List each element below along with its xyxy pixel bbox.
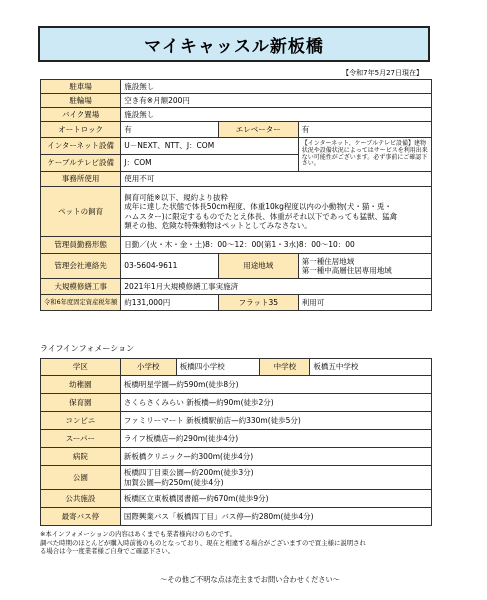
elevator-label: エレベーター bbox=[218, 122, 298, 138]
table-row bbox=[41, 237, 432, 254]
table-row bbox=[41, 172, 432, 187]
closing-note: ～その他ご不明な点は売主までお問い合わせください～ bbox=[160, 575, 340, 584]
park-label: 公園 bbox=[41, 466, 121, 490]
zoning-line: 第一種住居地域 bbox=[301, 256, 355, 266]
flat35-value: 利用可 bbox=[298, 295, 431, 311]
as-of-date: 【令和7年5月27日現在】 bbox=[342, 69, 423, 77]
property-info-table bbox=[40, 79, 432, 311]
table-row bbox=[41, 490, 432, 508]
table-row bbox=[41, 430, 432, 448]
nursery-value: さくらさくみらい 新板橋—約90m(徒歩2分) bbox=[120, 394, 431, 412]
kindergarten-value: 板橋明星学園—約590m(徒歩8分) bbox=[120, 376, 431, 394]
office-label: 事務所使用 bbox=[41, 172, 121, 187]
zoning-line: 第一種中高層住居専用地域 bbox=[301, 266, 392, 275]
internet-value: U－NEXT、NTT、J：COM bbox=[121, 138, 298, 155]
convenience-label: コンビニ bbox=[41, 412, 121, 430]
internet-label: インターネット設備 bbox=[41, 138, 121, 155]
footnote-line: る場合は今一度業者様ご自身でご確認下さい。 bbox=[40, 547, 175, 556]
hospital-value: 新板橋クリニック—約300m(徒歩4分) bbox=[120, 448, 431, 466]
repair-label: 大規模修繕工事 bbox=[41, 279, 121, 295]
elementary-label: 小学校 bbox=[120, 359, 176, 376]
bicycle-value: 空き有※月額200円 bbox=[121, 94, 432, 108]
table-row bbox=[41, 138, 432, 155]
tax-value: 約131,000円 bbox=[121, 295, 219, 311]
footnote-line: 調べた時期のほとんどが購入時前後のものとなっており、現在と相違する場合がございますので買主様に説明され bbox=[40, 538, 366, 547]
table-row bbox=[41, 187, 432, 237]
flat35-label: フラット35 bbox=[218, 295, 298, 311]
park-line: 板橋四丁目東公園—約200m(徒歩3分) bbox=[123, 468, 254, 478]
table-row bbox=[41, 376, 432, 394]
internet-note: 【インターネット、ケーブルテレビ設備】建物状況や設備状況によってはサービスを利用出来ない可能性がございます。必ず事前にご確認下さい。 bbox=[298, 138, 431, 172]
table-row bbox=[41, 254, 432, 279]
pets-line: ハムスター)に限定するものでたとえ体長、体重がそれ以下であっても猛獣、猛禽 bbox=[124, 211, 398, 221]
park-value bbox=[120, 466, 431, 490]
parking-label: 駐車場 bbox=[41, 80, 121, 94]
page-title: マイキャッスル新板橋 bbox=[38, 26, 430, 62]
table-row bbox=[41, 94, 432, 108]
school-label: 学区 bbox=[41, 359, 121, 376]
zoning-label: 用途地域 bbox=[218, 254, 298, 279]
table-row bbox=[41, 108, 432, 122]
pets-line: 飼育可能※以下、規約より抜粋 bbox=[124, 192, 229, 202]
supermarket-label: スーパー bbox=[41, 430, 121, 448]
table-row bbox=[41, 122, 432, 138]
manager-value: 日勤／(火・木・金・土)8：00～12：00(第1・3水)8：00～10：00 bbox=[121, 237, 432, 254]
pets-line: 成年に達した状態で体長50cm程度、体重10kg程度以内の小動物(犬・猫・兎・ bbox=[124, 202, 392, 212]
life-info-table bbox=[40, 358, 432, 526]
parking-value: 施設無し bbox=[121, 80, 432, 94]
bicycle-label: 駐輪場 bbox=[41, 94, 121, 108]
cable-label: ケーブルテレビ設備 bbox=[41, 155, 121, 172]
nursery-label: 保育園 bbox=[41, 394, 121, 412]
table-row bbox=[41, 412, 432, 430]
table-row bbox=[41, 394, 432, 412]
manager-label: 管理員勤務形態 bbox=[41, 237, 121, 254]
supermarket-value: ライフ板橋店—約290m(徒歩4分) bbox=[120, 430, 431, 448]
hospital-label: 病院 bbox=[41, 448, 121, 466]
office-value: 使用不可 bbox=[121, 172, 432, 187]
bike-value: 施設無し bbox=[121, 108, 432, 122]
pets-label: ペットの飼育 bbox=[41, 187, 121, 237]
public-facility-label: 公共施設 bbox=[41, 490, 121, 508]
public-facility-value: 板橋区立東板橋図書館—約670m(徒歩9分) bbox=[120, 490, 431, 508]
tax-label: 令和6年度固定資産税年額 bbox=[41, 295, 121, 311]
repair-value: 2021年1月大規模修繕工事実施済 bbox=[121, 279, 432, 295]
table-row bbox=[41, 448, 432, 466]
table-row bbox=[41, 279, 432, 295]
table-row bbox=[41, 295, 432, 311]
junior-high-value: 板橋五中学校 bbox=[310, 359, 432, 376]
zoning-value bbox=[298, 254, 431, 279]
company-value: 03-5604-9611 bbox=[121, 254, 219, 279]
bus-stop-label: 最寄バス停 bbox=[41, 508, 121, 526]
elevator-value: 有 bbox=[298, 122, 431, 138]
autolock-label: オートロック bbox=[41, 122, 121, 138]
junior-high-label: 中学校 bbox=[260, 359, 310, 376]
cable-value: J：COM bbox=[121, 155, 298, 172]
elementary-value: 板橋四小学校 bbox=[176, 359, 260, 376]
autolock-value: 有 bbox=[121, 122, 219, 138]
kindergarten-label: 幼稚園 bbox=[41, 376, 121, 394]
park-line: 加賀公園—約250m(徒歩4分) bbox=[123, 477, 224, 487]
footnote-line: ※本インフォメーションの内容はあくまでも業者様向けのものです。 bbox=[40, 530, 236, 538]
life-info-heading: ライフインフォメーション bbox=[40, 344, 135, 353]
table-row bbox=[41, 466, 432, 490]
table-row bbox=[41, 80, 432, 94]
company-label: 管理会社連絡先 bbox=[41, 254, 121, 279]
footnote bbox=[40, 530, 450, 556]
convenience-value: ファミリーマート 新板橋駅前店—約330m(徒歩5分) bbox=[120, 412, 431, 430]
pets-line: 類その他、危険な特殊動物はペットとしてみなさない。 bbox=[124, 220, 312, 230]
pets-value bbox=[121, 187, 432, 237]
table-row bbox=[41, 508, 432, 526]
table-row bbox=[41, 359, 432, 376]
bus-stop-value: 国際興業バス「板橋四丁目」バス停—約280m(徒歩4分) bbox=[120, 508, 431, 526]
bike-label: バイク置場 bbox=[41, 108, 121, 122]
